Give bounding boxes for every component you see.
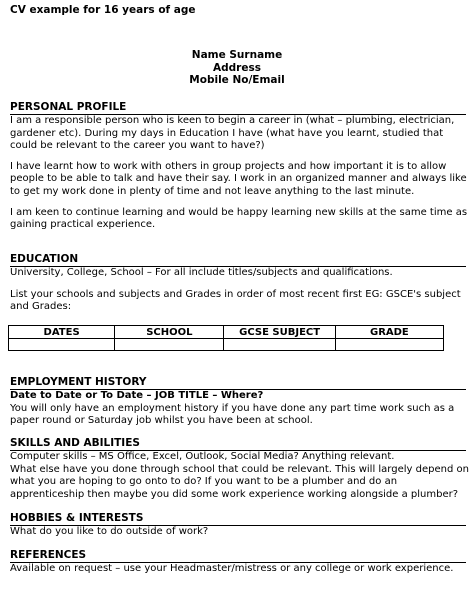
skills-line: Computer skills – MS Office, Excel, Outlook, Social Media? Anything relevant. (10, 451, 395, 462)
education-heading: EDUCATION (10, 253, 466, 267)
profile-paragraph: I am a responsible person who is keen to begin a career in (what – plumbing, electrician, gardener etc). During my days in Education I have (what have you learnt, studied that could be relevant to the career you want to have?) (10, 115, 455, 152)
employment-description: You will only have an employment history if you have done any part time work such as a paper round or Saturday job whilst you have been at school. (10, 402, 455, 427)
table-cell-subject (224, 339, 335, 351)
column-header-dates: DATES (9, 326, 115, 339)
column-header-grade: GRADE (335, 326, 443, 339)
personal-profile-heading: PERSONAL PROFILE (10, 101, 466, 115)
references-section (10, 563, 472, 576)
personal-profile-section (10, 115, 472, 232)
column-header-school: SCHOOL (115, 326, 224, 339)
header-address: Address (213, 61, 261, 74)
table-cell-dates (9, 339, 115, 351)
employment-job-line: Date to Date or To Date – JOB TITLE – Where? (10, 390, 264, 401)
hobbies-heading: HOBBIES & INTERESTS (10, 512, 466, 526)
education-intro: University, College, School – For all include titles/subjects and qualifications. (10, 267, 393, 278)
education-section (10, 267, 472, 314)
header-name: Name Surname (191, 49, 283, 61)
column-header-gcse-subject: GCSE SUBJECT (224, 326, 335, 339)
profile-paragraph: I have learnt how to work with others in group projects and how important it is to allow people to be able to talk and have their say. I work in an organized manner and always like to get my work done in plenty of time and not leave anything to the last minute. (10, 160, 467, 197)
education-table (8, 325, 444, 351)
table-cell-grade (335, 339, 443, 351)
cv-header (0, 49, 474, 87)
education-table-header-row (9, 326, 444, 339)
skills-section (10, 451, 472, 501)
skills-line: What else have you done through school that could be relevant. This will largely depend on what you are hoping to go onto to do? If you want to be a plumber and do an apprenticeship then maybe you did some work experience working alongside a plumber? (10, 463, 469, 500)
education-instruction: List your schools and subjects and Grades in order of most recent first EG: GSCE's subject and Grades: (10, 288, 461, 313)
profile-paragraph: I am keen to continue learning and would be happy learning new skills at the same time as gaining practical experience. (10, 206, 468, 231)
header-contact: Mobile No/Email (189, 74, 285, 86)
employment-section (10, 390, 472, 428)
skills-heading: SKILLS AND ABILITIES (10, 437, 466, 451)
document-title: CV example for 16 years of age (10, 4, 196, 16)
table-row (9, 339, 444, 351)
references-heading: REFERENCES (10, 549, 466, 563)
references-text: Available on request – use your Headmaster/mistress or any college or work experience. (10, 563, 454, 574)
hobbies-text: What do you like to do outside of work? (10, 526, 209, 537)
hobbies-section (10, 526, 472, 539)
table-cell-school (115, 339, 224, 351)
employment-heading: EMPLOYMENT HISTORY (10, 376, 466, 390)
